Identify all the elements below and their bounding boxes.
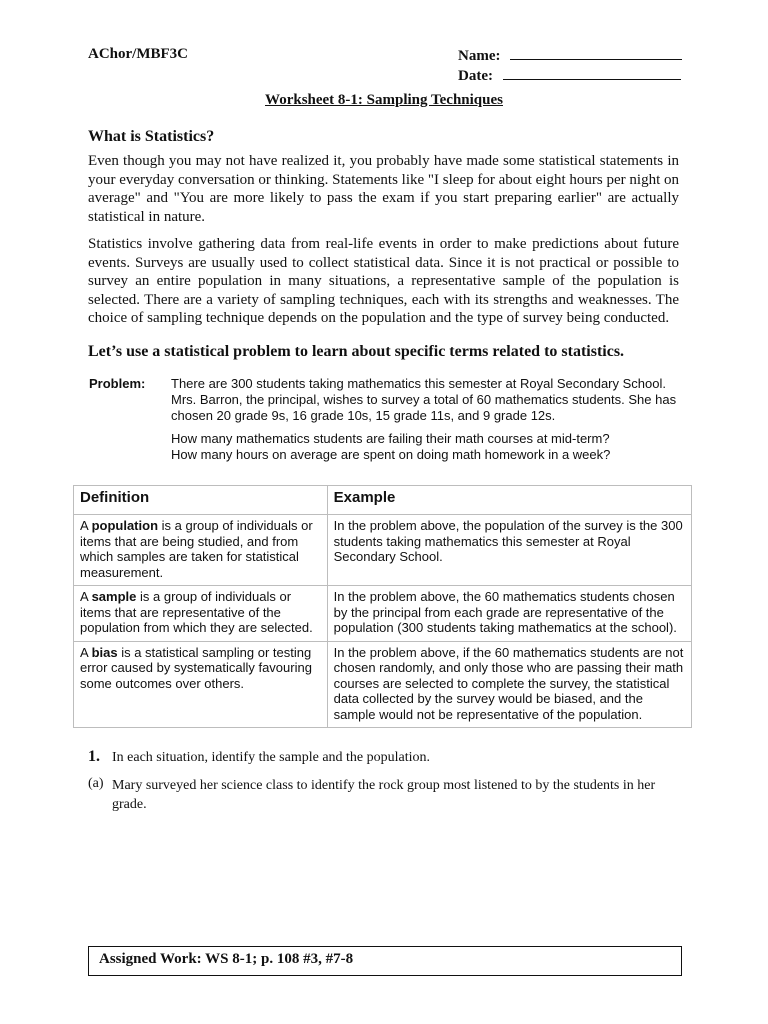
lead-statement: Let’s use a statistical problem to learn about specific terms related to statistics. xyxy=(88,343,625,360)
definition-term: population xyxy=(91,518,159,533)
question-text: In each situation, identify the sample and the population. xyxy=(112,750,431,765)
part-a-text: Mary surveyed her science class to identify the rock group most listened to by the students in her grade. xyxy=(112,778,656,812)
date-blank-line xyxy=(503,66,681,80)
course-code: AChor/MBF3C xyxy=(88,46,188,62)
part-a-label: (a) xyxy=(88,776,104,791)
date-label: Date: xyxy=(458,68,493,84)
definition-pre: A xyxy=(80,589,92,604)
definition-pre: A xyxy=(80,518,92,533)
problem-question-2: How many hours on average are spent on doing math homework in a week? xyxy=(171,447,611,462)
table-header-row xyxy=(74,486,692,515)
name-blank-line xyxy=(510,46,682,60)
problem-questions xyxy=(171,431,691,463)
assigned-work-box: Assigned Work: WS 8-1; p. 108 #3, #7-8 xyxy=(88,946,682,976)
problem-label: Problem: xyxy=(89,376,146,391)
date-field xyxy=(458,66,682,86)
example-column-header: Example xyxy=(327,486,691,515)
worksheet-title-wrap xyxy=(0,92,768,109)
definition-pre: A xyxy=(80,644,92,660)
intro-paragraph-2: Statistics involve gathering data from real-life events in order to make predictions about future events. Surveys are usually used to collect statistical data. Since it is not practical or possible to survey an entire population in many situations, a representative sample of the population is selected. There are a variety of sampling techniques, each with its strengths and weaknesses. The choice of sampling technique depends on the population and the type of survey being conducted. xyxy=(88,236,679,326)
definition-text: is a statistical sampling or testing error caused by systematically favouring some outcomes over others. xyxy=(80,644,312,691)
question-number: 1. xyxy=(88,748,100,765)
problem-question-1: How many mathematics students are failing their math courses at mid-term? xyxy=(171,431,610,446)
definition-term: bias xyxy=(91,644,118,660)
table-row xyxy=(74,641,692,728)
example-cell: In the problem above, the 60 mathematics students chosen by the principal from each grade are representative of the population (300 students taking mathematics at the school). xyxy=(327,586,691,642)
definition-term: sample xyxy=(91,589,137,604)
worksheet-title: Worksheet 8-1: Sampling Techniques xyxy=(265,92,503,108)
section-heading: What is Statistics? xyxy=(88,128,215,145)
table-row xyxy=(74,515,692,586)
intro-paragraph-1: Even though you may not have realized it, you probably have made some statistical statements in your everyday conversation or thinking. Statements like "I sleep for about eight hours per night on average" and "You are more likely to pass the exam if you start preparing earlier" are actually statistical in nature. xyxy=(88,153,679,225)
definitions-table xyxy=(73,485,692,728)
definition-column-header: Definition xyxy=(74,486,328,515)
definition-text: is a group of individuals or items that are being studied, and from which samples are taken for statistical measurement. xyxy=(80,518,313,580)
definition-text: is a group of individuals or items that are representative of the population from which they are selected. xyxy=(80,589,313,635)
definition-cell xyxy=(74,586,328,642)
name-label: Name: xyxy=(458,48,501,64)
table-row xyxy=(74,586,692,642)
example-cell: In the problem above, if the 60 mathematics students are not chosen randomly, and only those who are passing their math courses are selected to complete the survey, the statistical data collected by the survey would be biased, and the sample would not be representative of the population. xyxy=(327,641,691,728)
definition-cell xyxy=(74,641,328,728)
name-field xyxy=(458,46,682,66)
example-cell: In the problem above, the population of the survey is the 300 students taking mathematics this semester at Royal Secondary School. xyxy=(327,515,691,586)
definition-cell xyxy=(74,515,328,586)
name-date-block xyxy=(458,46,682,86)
problem-text: There are 300 students taking mathematics this semester at Royal Secondary School. Mrs. Barron, the principal, wishes to survey a total of 60 mathematics students. She has chosen 20 grade 9s, 16 grade 10s, 15 grade 11s, and 9 grade 12s. xyxy=(171,376,677,423)
